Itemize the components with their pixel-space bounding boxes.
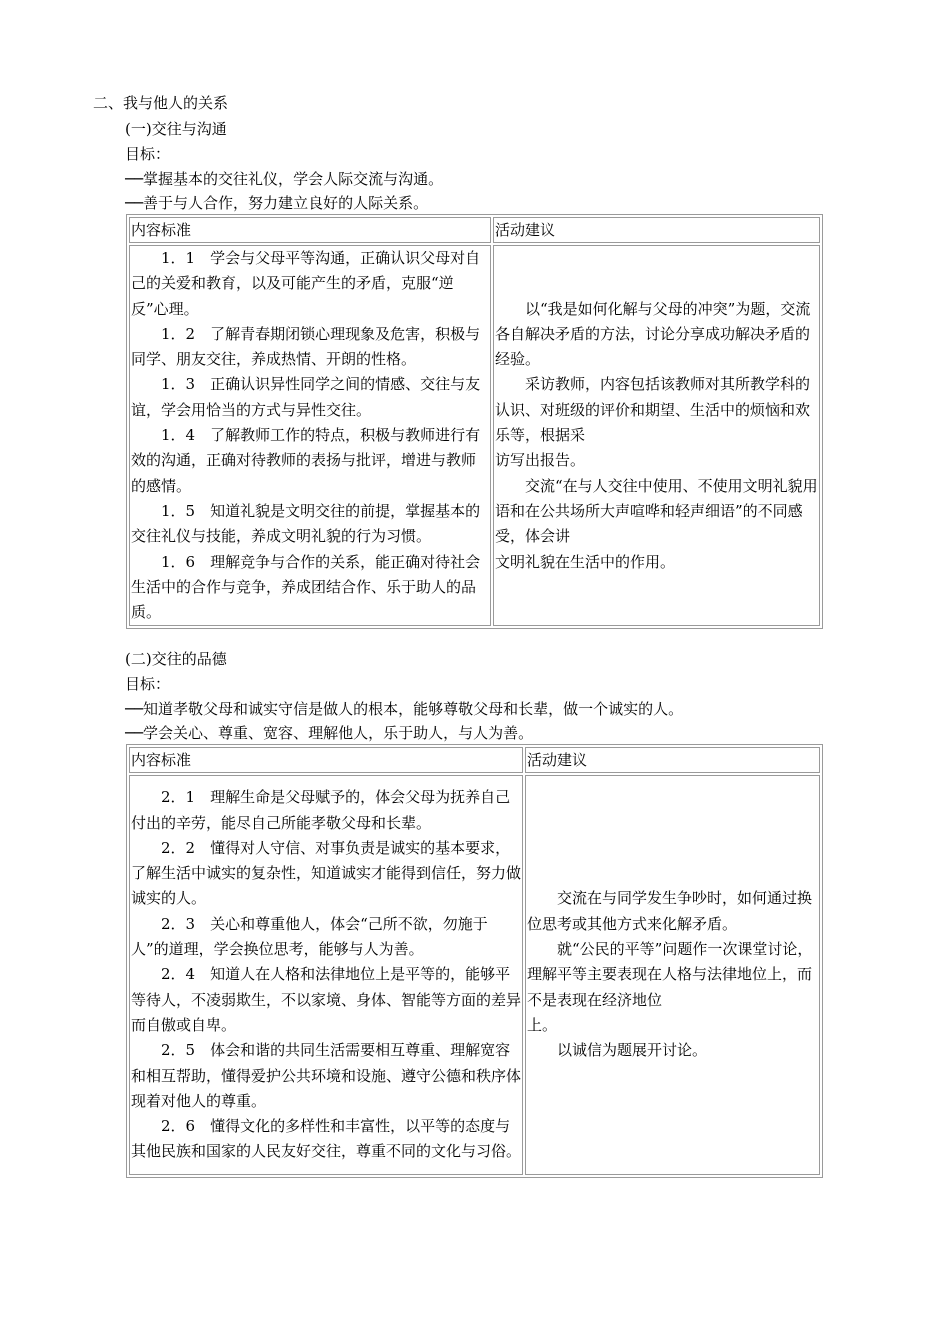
- activity-2-1: 交流在与同学发生争吵时，如何通过换位思考或其他方式来化解矛盾。: [527, 889, 813, 933]
- part1-goal-1: ──掌握基本的交往礼仪，学会人际交流与沟通。: [125, 170, 444, 188]
- part1-col2-header: 活动建议: [493, 217, 820, 243]
- activity-1-4: 交流“在与人交往中使用、不使用文明礼貌用语和在公共场所大声喧哗和轻声细语”的不同感受，体会讲: [495, 476, 818, 546]
- content-item-2-2: 2．2 懂得对人守信、对事负责是诚实的基本要求，了解生活中诚实的复杂性，知道诚实才能得到信任，努力做诚实的人。: [131, 838, 522, 908]
- part1-col1-header: 内容标准: [129, 217, 491, 243]
- section-title: 二、我与他人的关系: [93, 94, 229, 112]
- content-item-1-4: 1．4 了解教师工作的特点，积极与教师进行有效的沟通，正确对待教师的表扬与批评，增进与教师的感情。: [131, 426, 481, 495]
- content-item-1-6: 1．6 理解竞争与合作的关系，能正确对待社会生活中的合作与竞争，养成团结合作、乐于助人的品质。: [131, 552, 481, 622]
- part2-activity-cell: [525, 775, 820, 1175]
- activity-1-3: 访写出报告。: [495, 451, 586, 470]
- activity-1-2: 采访教师，内容包括该教师对其所教学科的认识、对班级的评价和期望、生活中的烦恼和欢乐等，根据采: [495, 375, 811, 445]
- content-item-1-1: 1．1 学会与父母平等沟通，正确认识父母对自己的关爱和教育，以及可能产生的矛盾，克服“逆反”心理。: [131, 249, 481, 318]
- part2-content-cell: [129, 775, 523, 1175]
- part2-col2-header: 活动建议: [525, 747, 820, 773]
- part1-content-cell: [129, 245, 491, 626]
- content-item-1-3: 1．3 正确认识异性同学之间的情感、交往与友谊，学会用恰当的方式与异性交往。: [131, 375, 481, 419]
- part1-heading: (一)交往与沟通: [125, 120, 227, 138]
- part2-goal-1: ──知道孝敬父母和诚实守信是做人的根本，能够尊敬父母和长辈，做一个诚实的人。: [125, 700, 684, 718]
- part2-heading: (二)交往的品德: [125, 650, 227, 668]
- activity-1-1: 以“我是如何化解与父母的冲突”为题，交流各自解决矛盾的方法，讨论分享成功解决矛盾的经验。: [495, 299, 811, 369]
- activity-2-4: 以诚信为题展开讨论。: [557, 1041, 708, 1060]
- activity-1-5: 文明礼貌在生活中的作用。: [495, 552, 676, 571]
- part1-table: [126, 214, 823, 629]
- part1-goal-label: 目标：: [125, 145, 171, 163]
- part1-activity-cell: [493, 245, 820, 626]
- content-item-2-4: 2．4 知道人在人格和法律地位上是平等的，能够平等待人，不凌弱欺生，不以家境、身体、智能等方面的差异而自傲或自卑。: [131, 965, 522, 1034]
- content-item-1-5: 1．5 知道礼貌是文明交往的前提，掌握基本的交往礼仪与技能，养成文明礼貌的行为习惯。: [131, 501, 481, 546]
- part1-goal-2: ──善于与人合作，努力建立良好的人际关系。: [125, 194, 429, 212]
- part2-goal-label: 目标：: [125, 675, 171, 693]
- content-item-2-5: 2．5 体会和谐的共同生活需要相互尊重、理解宽容和相互帮助，懂得爱护公共环境和设施、遵守公德和秩序体现着对他人的尊重。: [131, 1041, 522, 1110]
- content-item-2-3: 2．3 关心和尊重他人，体会“己所不欲，勿施于人”的道理，学会换位思考，能够与人为善。: [131, 914, 488, 959]
- content-item-2-1: 2．1 理解生命是父母赋予的，体会父母为抚养自己付出的辛劳，能尽自己所能孝敬父母和长辈。: [131, 788, 511, 832]
- part2-col1-header: 内容标准: [129, 747, 523, 773]
- activity-2-3: 上。: [527, 1015, 558, 1034]
- content-item-2-6: 2．6 懂得文化的多样性和丰富性，以平等的态度与其他民族和国家的人民友好交往，尊重不同的文化与习俗。: [131, 1117, 522, 1161]
- part2-goal-2: ──学会关心、尊重、宽容、理解他人，乐于助人，与人为善。: [125, 724, 534, 742]
- part2-table: [126, 744, 823, 1178]
- content-item-1-2: 1．2 了解青春期闭锁心理现象及危害，积极与同学、朋友交往，养成热情、开朗的性格。: [131, 324, 481, 369]
- activity-2-2: 就“公民的平等”问题作一次课堂讨论，理解平等主要表现在人格与法律地位上，而不是表现在经济地位: [527, 940, 813, 1009]
